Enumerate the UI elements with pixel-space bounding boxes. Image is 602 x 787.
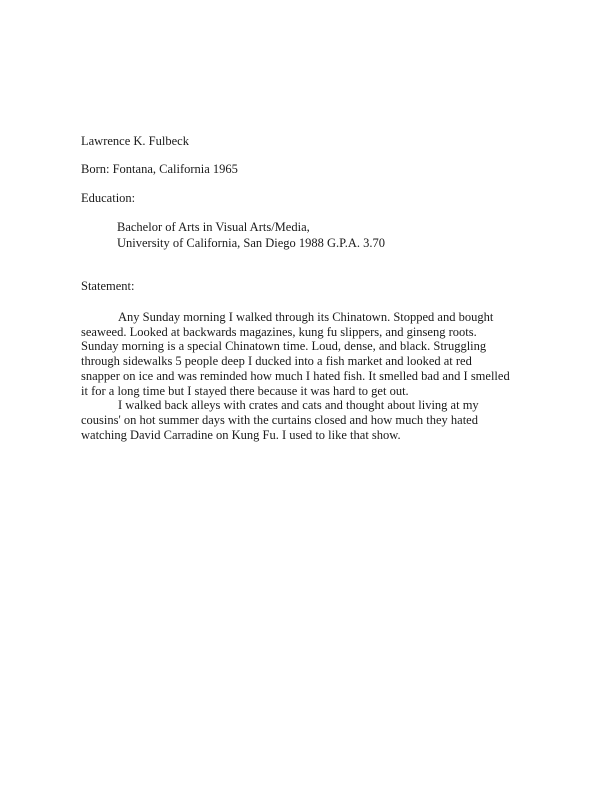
statement-body <box>81 310 511 442</box>
education-heading: Education: <box>81 191 136 205</box>
degree-line: Bachelor of Arts in Visual Arts/Media, <box>117 220 310 234</box>
statement-paragraph-1: Any Sunday morning I walked through its Chinatown. Stopped and bought seaweed. Looked at backwards magazines, kung fu slippers, and ginseng roots. Sunday morning is a special Chinatown time. Loud, dense, and black. Struggling through sidewalks 5 people deep I ducked into a fish market and looked at red snapper on ice and was reminded how much I hated fish. It smelled bad and I smelled it for a long time but I stayed there because it was hard to get out. <box>81 310 510 398</box>
university-line: University of California, San Diego 1988 G.P.A. 3.70 <box>117 236 386 250</box>
statement-paragraph-2: I walked back alleys with crates and cats and thought about living at my cousins' on hot summer days with the curtains closed and how much they hated watching David Carradine on Kung Fu. I used to like that show. <box>81 398 479 442</box>
author-name: Lawrence K. Fulbeck <box>81 134 189 148</box>
birth-info: Born: Fontana, California 1965 <box>81 162 238 176</box>
statement-heading: Statement: <box>81 279 135 293</box>
